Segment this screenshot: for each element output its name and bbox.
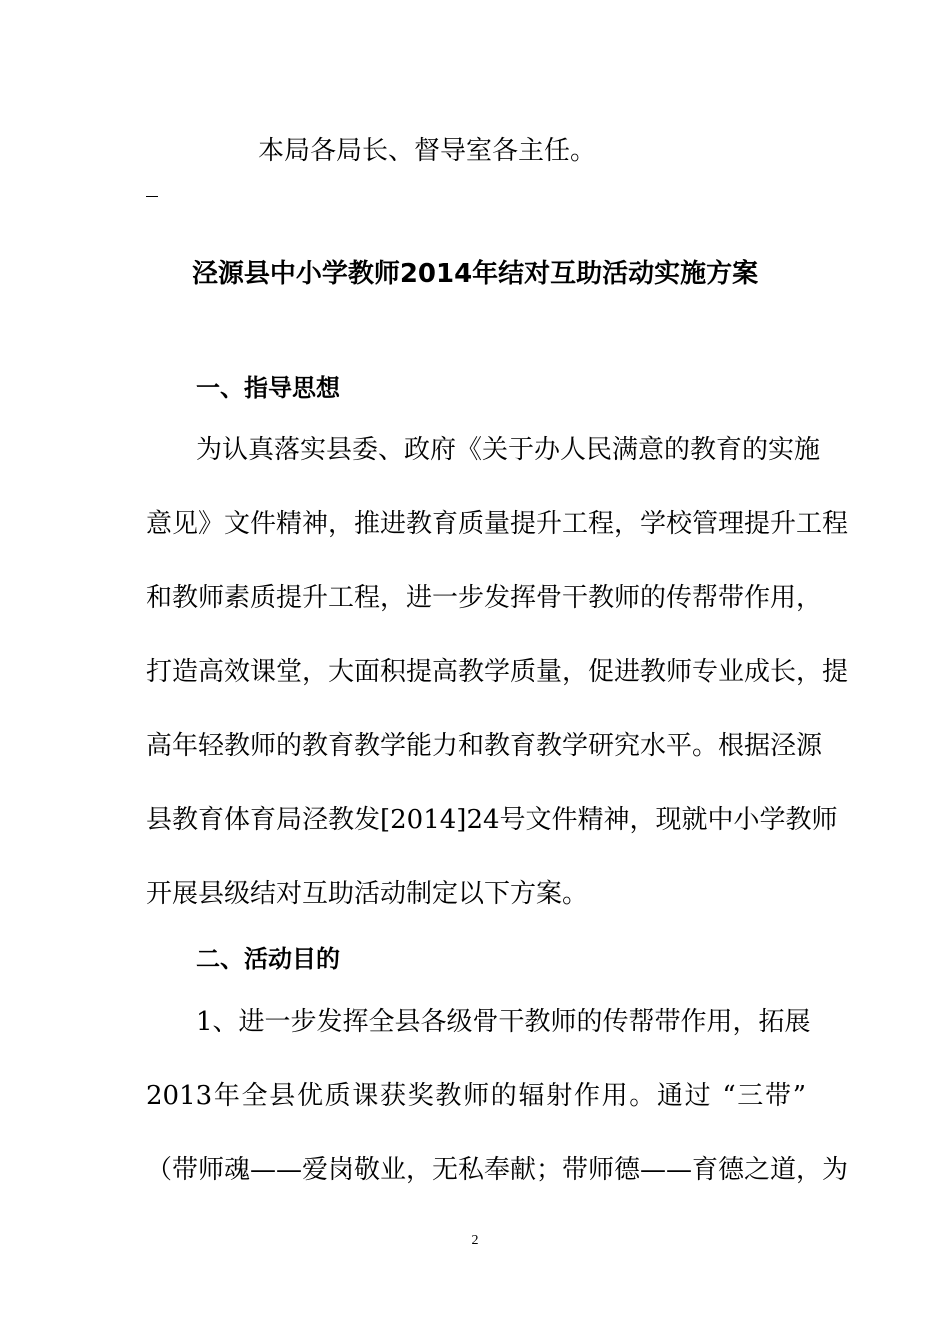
section-heading-2: 二、活动目的	[196, 945, 340, 973]
paragraph-line: 意见》文件精神，推进教育质量提升工程，学校管理提升工程	[146, 509, 849, 539]
recipient-line: 本局各局长、督导室各主任。	[258, 136, 597, 166]
paragraph-line: 为认真落实县委、政府《关于办人民满意的教育的实施	[196, 435, 821, 465]
paragraph-line: 打造高效课堂，大面积提高教学质量，促进教师专业成长，提	[146, 657, 849, 687]
paragraph-line: （带师魂——爱岗敬业，无私奉献；带师德——育德之道，为	[146, 1155, 849, 1185]
separator-mark	[146, 196, 158, 197]
paragraph-line: 1、进一步发挥全县各级骨干教师的传帮带作用，拓展	[196, 1007, 811, 1037]
section-heading-1: 一、指导思想	[196, 374, 340, 402]
paragraph-line: 和教师素质提升工程，进一步发挥骨干教师的传帮带作用，	[146, 583, 823, 613]
document-title: 泾源县中小学教师2014年结对互助活动实施方案	[191, 259, 759, 289]
paragraph-line: 开展县级结对互助活动制定以下方案。	[146, 879, 589, 909]
paragraph-line: 县教育体育局泾教发[2014]24号文件精神，现就中小学教师	[146, 805, 838, 835]
page-number: 2	[471, 1233, 479, 1248]
paragraph-line: 2013年全县优质课获奖教师的辐射作用。通过 “三带”	[146, 1081, 806, 1111]
paragraph-line: 高年轻教师的教育教学能力和教育教学研究水平。根据泾源	[146, 731, 823, 761]
